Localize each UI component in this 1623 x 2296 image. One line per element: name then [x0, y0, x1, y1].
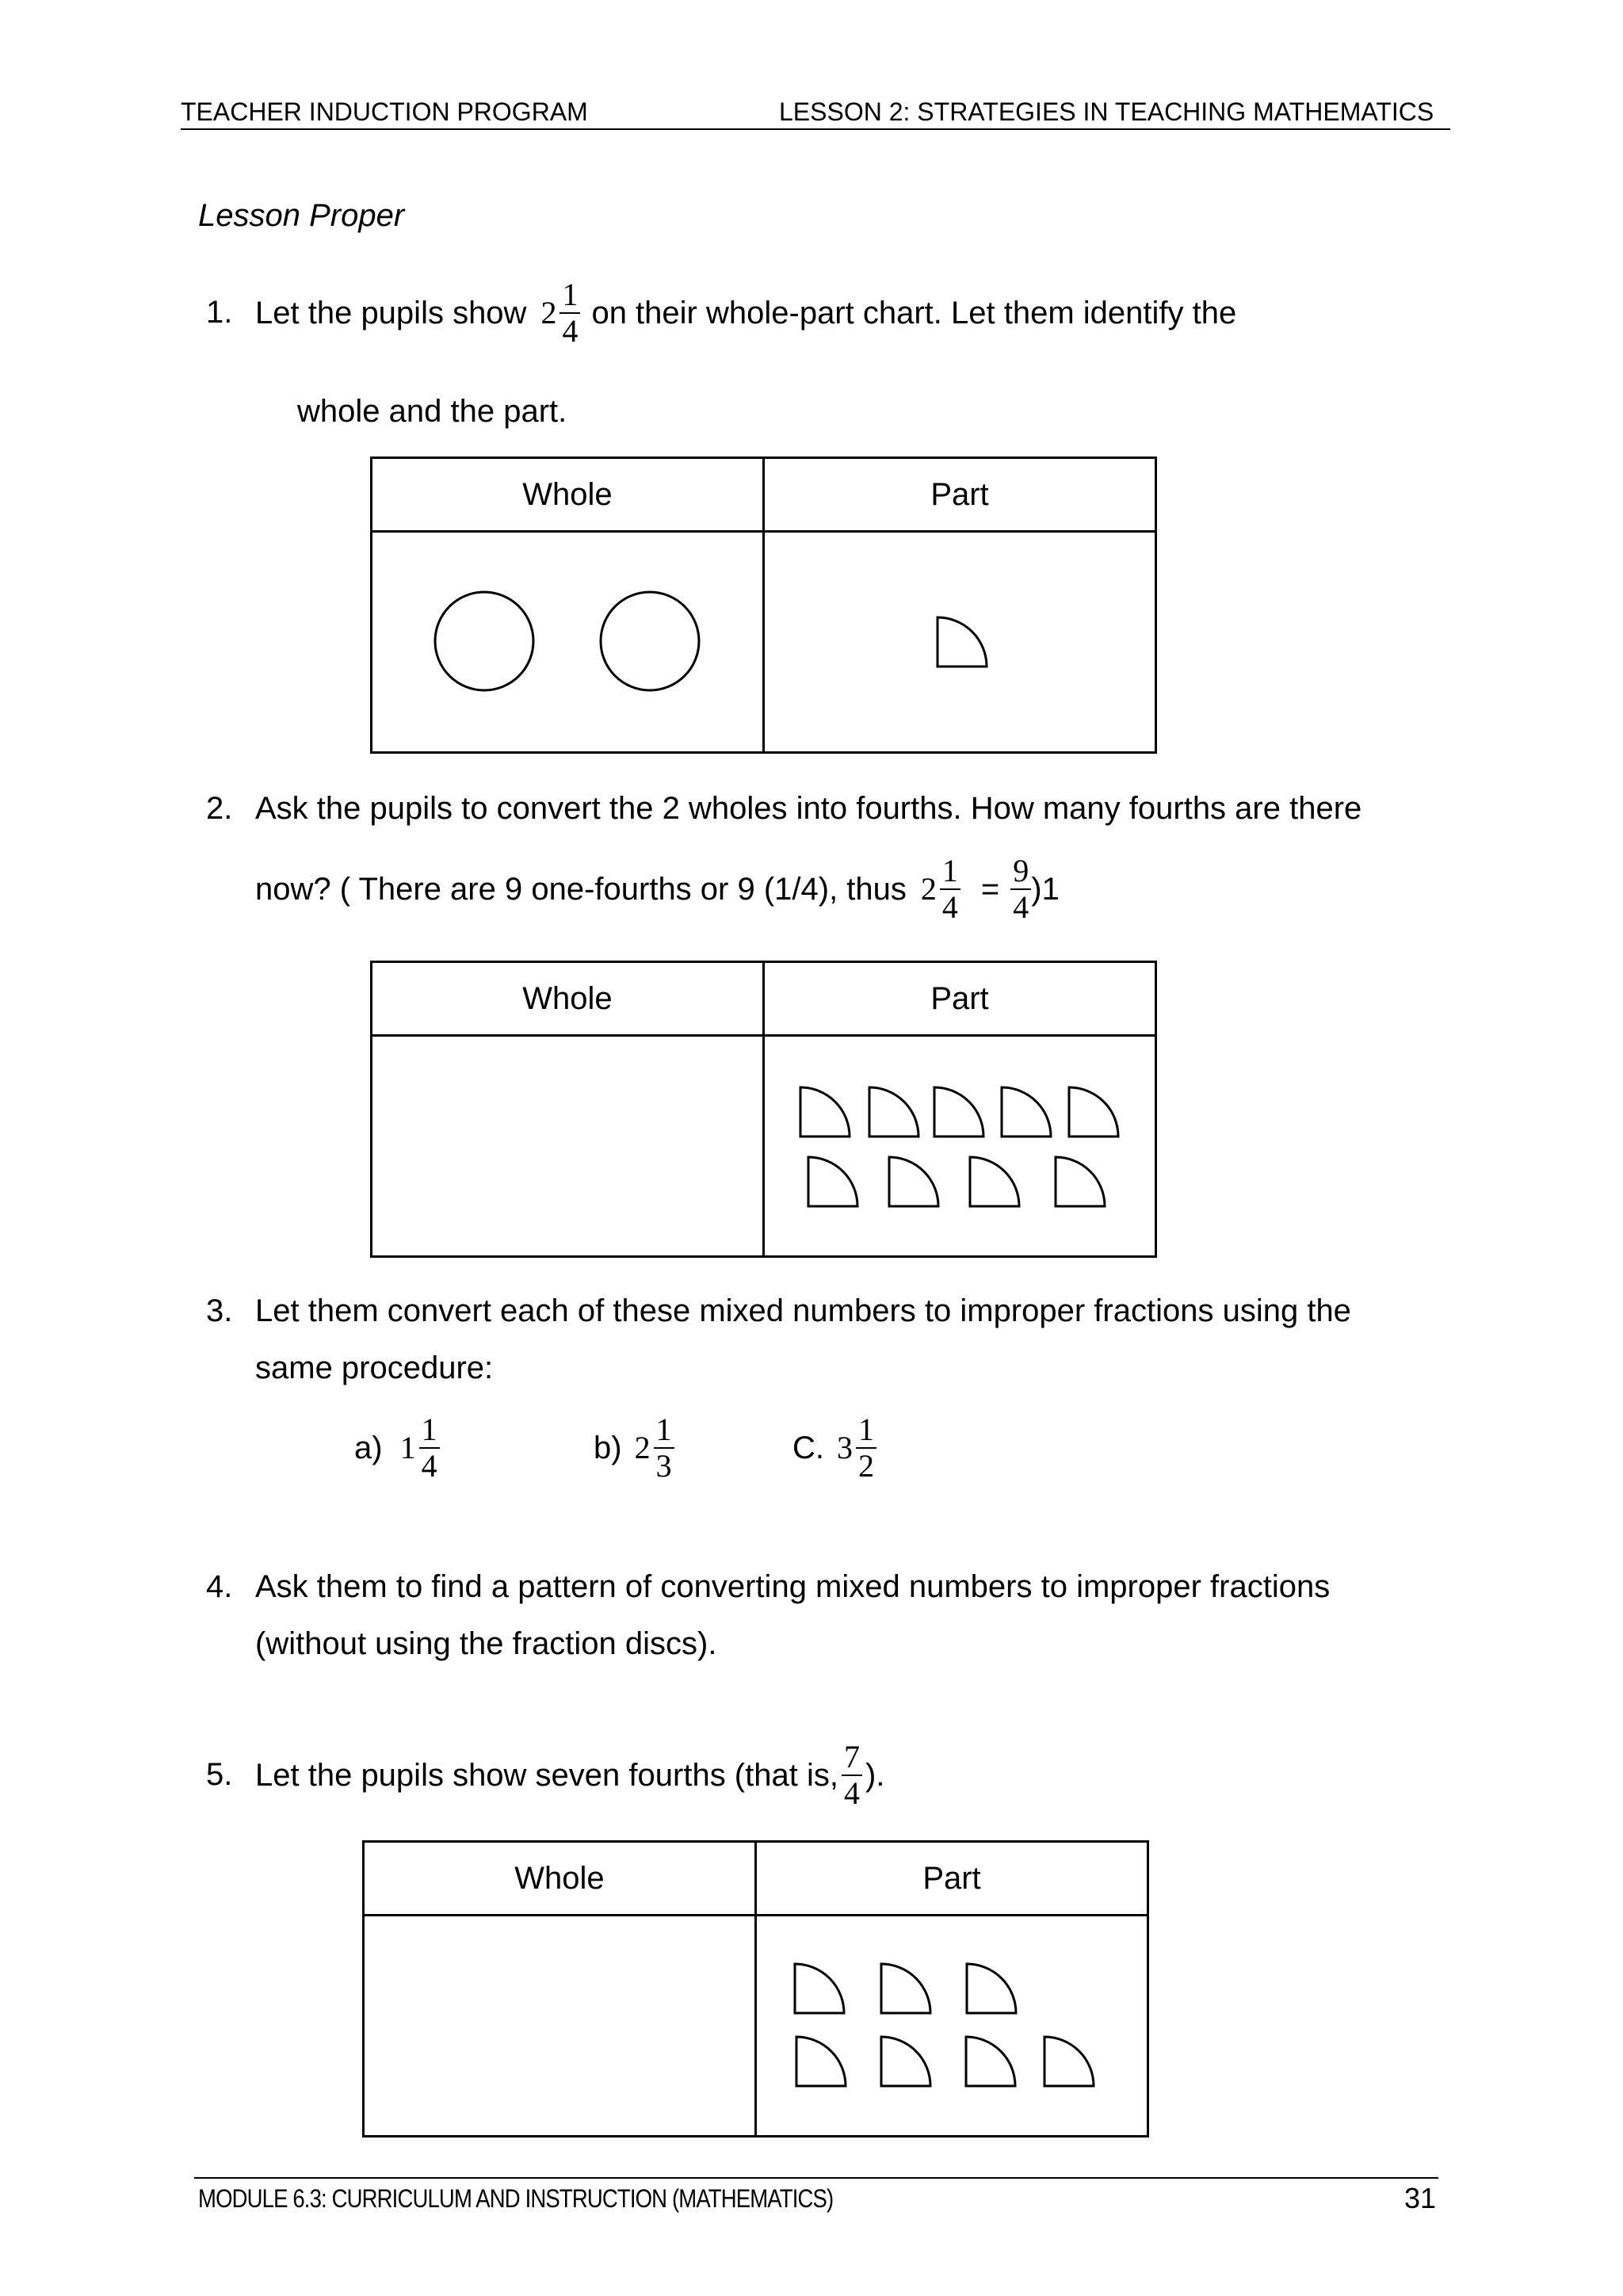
chart-1-part-svg [765, 533, 1155, 751]
item-5-text-a: Let the pupils show seven fourths (that is, [255, 1758, 838, 1793]
option-a-label: a) [354, 1431, 383, 1465]
quarter-piece [869, 1087, 918, 1137]
item-2-improper-denominator: 4 [1013, 889, 1029, 925]
header-rule [181, 128, 1450, 130]
chart-3-whole-header: Whole [364, 1842, 756, 1916]
chart-3-whole-cell [364, 1916, 756, 2137]
item-2-mixed-number [921, 854, 960, 925]
item-1-mixed-number [540, 277, 580, 349]
item-3-line-1: Let them convert each of these mixed numbers to improper fractions using the [255, 1293, 1351, 1328]
item-1-text-b: on their whole-part chart. Let them identify the [591, 296, 1237, 330]
footer-rule [194, 2177, 1438, 2179]
item-3-option-c [792, 1408, 876, 1488]
quarter-piece [938, 617, 987, 667]
chart-3-part-svg [757, 1916, 1147, 2135]
page-number: 31 [1404, 2182, 1437, 2214]
whole-part-chart-2 [370, 961, 1157, 1258]
quarter-piece [808, 1157, 857, 1206]
whole-part-chart-3 [362, 1840, 1149, 2137]
quarter-piece [966, 2037, 1015, 2086]
item-2-improper-numerator: 9 [1010, 854, 1031, 890]
quarter-piece [795, 1964, 844, 2013]
header-program: TEACHER INDUCTION PROGRAM [181, 97, 588, 126]
option-c-mixed-number [837, 1412, 876, 1484]
item-4-number: 4. [206, 1569, 233, 1604]
footer-module: MODULE 6.3: CURRICULUM AND INSTRUCTION (MATHEMATICS) [198, 2184, 834, 2213]
chart-1-whole-cell [372, 532, 764, 753]
item-5-line-1 [255, 1736, 884, 1815]
item-2-mixed-denominator: 4 [941, 889, 958, 925]
option-a-whole: 1 [399, 1430, 416, 1465]
quarter-piece [967, 1964, 1016, 2013]
chart-2-part-header: Part [764, 962, 1156, 1036]
item-5-denominator: 4 [843, 1775, 860, 1811]
item-3-number: 3. [206, 1293, 233, 1328]
item-2-improper-fraction [1010, 854, 1031, 925]
option-b-denominator: 3 [655, 1448, 672, 1484]
chart-1-whole-header: Whole [372, 458, 764, 532]
whole-part-chart-1 [370, 457, 1157, 754]
chart-2-part-svg [765, 1037, 1155, 1255]
item-3-option-a [354, 1408, 440, 1488]
item-1-line-2: whole and the part. [297, 394, 567, 429]
item-1-line-1 [255, 277, 1236, 349]
item-5-numerator: 7 [842, 1740, 862, 1776]
option-c-denominator: 2 [858, 1448, 874, 1484]
option-b-mixed-number [635, 1412, 674, 1484]
item-2-equals-sign: = [980, 872, 1000, 907]
item-4-line-1: Ask them to find a pattern of converting mixed numbers to improper fractions [255, 1569, 1331, 1604]
quarter-piece [1069, 1087, 1118, 1137]
item-2-mixed-whole: 2 [920, 871, 937, 907]
option-a-denominator: 4 [421, 1448, 437, 1484]
quarter-piece [889, 1157, 938, 1206]
chart-1-whole-svg [372, 533, 762, 751]
item-1-mixed-denominator: 4 [562, 313, 579, 349]
item-2-mixed-numerator: 1 [940, 854, 960, 890]
whole-circle-2 [601, 592, 699, 690]
chart-2-whole-cell [372, 1036, 764, 1257]
chart-3-part-cell [756, 1916, 1148, 2137]
item-2-line-2 [255, 850, 1060, 929]
quarter-piece [796, 2037, 846, 2086]
quarter-piece [1002, 1087, 1051, 1137]
item-2-number: 2. [206, 791, 233, 826]
option-c-numerator: 1 [856, 1412, 876, 1449]
item-1-text-a: Let the pupils show [255, 296, 527, 330]
item-2-line-1: Ask the pupils to convert the 2 wholes into fourths. How many fourths are there [255, 791, 1362, 826]
option-a-mixed-number [400, 1412, 440, 1484]
item-2-text-b: )1 [1031, 872, 1060, 907]
item-1-number: 1. [206, 295, 233, 330]
option-a-numerator: 1 [419, 1412, 440, 1449]
item-2-text-a: now? ( There are 9 one-fourths or 9 (1/4), thus [255, 872, 907, 907]
item-5-number: 5. [206, 1757, 233, 1792]
quarter-piece [1044, 2037, 1094, 2086]
quarter-piece [970, 1157, 1019, 1206]
option-b-label: b) [594, 1431, 622, 1465]
chart-2-part-cell [764, 1036, 1156, 1257]
option-b-numerator: 1 [654, 1412, 674, 1449]
quarter-piece [881, 1964, 930, 2013]
header-lesson: LESSON 2: STRATEGIES IN TEACHING MATHEMATICS [779, 97, 1434, 126]
whole-circle-1 [435, 592, 533, 690]
quarter-piece [1056, 1157, 1105, 1206]
item-5-text-b: ). [865, 1758, 885, 1793]
quarter-piece [881, 2037, 930, 2086]
chart-1-part-cell [764, 532, 1156, 753]
item-3-line-2: same procedure: [255, 1350, 494, 1385]
chart-3-part-header: Part [756, 1842, 1148, 1916]
item-1-mixed-numerator: 1 [559, 277, 580, 314]
chart-2-whole-header: Whole [372, 962, 764, 1036]
quarter-piece [800, 1087, 850, 1137]
option-b-whole: 2 [634, 1430, 651, 1465]
item-3-option-b [594, 1408, 674, 1488]
item-1-mixed-whole: 2 [540, 295, 557, 330]
option-c-whole: 3 [837, 1430, 853, 1465]
option-c-label: C. [792, 1431, 824, 1465]
section-title: Lesson Proper [198, 198, 405, 233]
item-5-fraction [842, 1740, 862, 1811]
chart-1-part-header: Part [764, 458, 1156, 532]
quarter-piece [934, 1087, 983, 1137]
item-4-line-2: (without using the fraction discs). [255, 1626, 717, 1661]
